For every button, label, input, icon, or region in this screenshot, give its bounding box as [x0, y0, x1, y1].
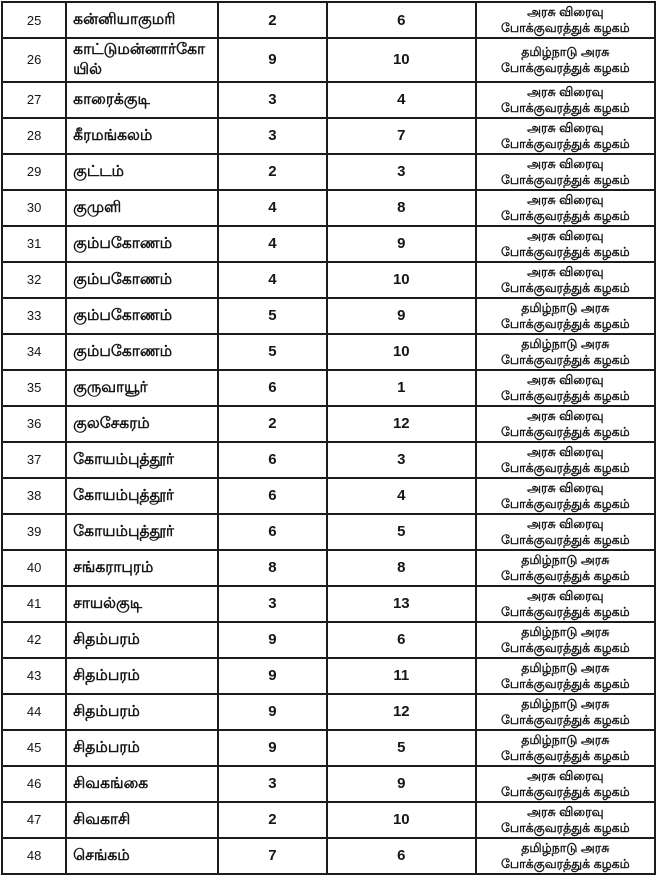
organization-cell	[476, 730, 655, 766]
value-1-cell: 3	[218, 82, 327, 118]
organization-name-line1: அரசு விரைவு	[527, 84, 604, 99]
value-1-cell: 9	[218, 658, 327, 694]
organization-name-line2: போக்குவரத்துக் கழகம்	[500, 820, 630, 835]
value-2-cell: 8	[327, 550, 476, 586]
value-1-cell: 3	[218, 118, 327, 154]
value-2-cell: 9	[327, 298, 476, 334]
serial-number-cell: 37	[2, 442, 66, 478]
value-2-cell: 5	[327, 514, 476, 550]
organization-name-line1: அரசு விரைவு	[527, 228, 604, 243]
value-1-cell: 5	[218, 298, 327, 334]
value-1-cell: 4	[218, 190, 327, 226]
organization-name-line2: போக்குவரத்துக் கழகம்	[500, 136, 630, 151]
value-2-cell: 6	[327, 838, 476, 874]
table-row	[2, 838, 655, 874]
table-row	[2, 118, 655, 154]
organization-name-line2: போக்குவரத்துக் கழகம்	[500, 100, 630, 115]
organization-cell	[476, 694, 655, 730]
organization-name-line1: தமிழ்நாடு அரசு	[521, 660, 610, 675]
value-1-cell: 7	[218, 838, 327, 874]
organization-cell	[476, 370, 655, 406]
place-name-cell: கும்பகோணம்	[66, 226, 218, 262]
organization-cell	[476, 334, 655, 370]
value-1-cell: 9	[218, 38, 327, 82]
organization-name-line1: தமிழ்நாடு அரசு	[521, 696, 610, 711]
organization-name-line1: தமிழ்நாடு அரசு	[521, 732, 610, 747]
value-2-cell: 12	[327, 406, 476, 442]
organization-cell	[476, 118, 655, 154]
serial-number-cell: 46	[2, 766, 66, 802]
organization-name-line1: அரசு விரைவு	[527, 120, 604, 135]
organization-cell	[476, 766, 655, 802]
organization-cell	[476, 514, 655, 550]
place-name-cell: கீரமங்கலம்	[66, 118, 218, 154]
place-name-cell: கும்பகோணம்	[66, 334, 218, 370]
organization-name-line2: போக்குவரத்துக் கழகம்	[500, 316, 630, 331]
organization-name-line2: போக்குவரத்துக் கழகம்	[500, 424, 630, 439]
value-2-cell: 10	[327, 802, 476, 838]
organization-cell	[476, 622, 655, 658]
table-row	[2, 226, 655, 262]
organization-name-line2: போக்குவரத்துக் கழகம்	[500, 388, 630, 403]
organization-name-line1: அரசு விரைவு	[527, 5, 604, 19]
organization-name-line2: போக்குவரத்துக் கழகம்	[500, 172, 630, 187]
table-row	[2, 550, 655, 586]
place-name-cell: குலசேகரம்	[66, 406, 218, 442]
table-row	[2, 658, 655, 694]
organization-name-line1: தமிழ்நாடு அரசு	[521, 300, 610, 315]
value-2-cell: 13	[327, 586, 476, 622]
organization-name-line2: போக்குவரத்துக் கழகம்	[500, 856, 630, 871]
organization-cell	[476, 658, 655, 694]
serial-number-cell: 27	[2, 82, 66, 118]
table-row	[2, 298, 655, 334]
value-2-cell: 12	[327, 694, 476, 730]
organization-name-line1: அரசு விரைவு	[527, 444, 604, 459]
value-2-cell: 5	[327, 730, 476, 766]
place-name-cell: செங்கம்	[66, 838, 218, 874]
organization-cell	[476, 190, 655, 226]
value-1-cell: 3	[218, 766, 327, 802]
place-name-cell: குருவாயூர்	[66, 370, 218, 406]
place-name-cell: சங்கராபுரம்	[66, 550, 218, 586]
organization-name-line1: தமிழ்நாடு அரசு	[521, 624, 610, 639]
value-1-cell: 6	[218, 514, 327, 550]
value-2-cell: 4	[327, 478, 476, 514]
table-row	[2, 154, 655, 190]
organization-name-line2: போக்குவரத்துக் கழகம்	[500, 352, 630, 367]
value-2-cell: 11	[327, 658, 476, 694]
value-2-cell: 6	[327, 622, 476, 658]
place-name-cell: கோயம்புத்தூர்	[66, 478, 218, 514]
place-name-cell: சிவகாசி	[66, 802, 218, 838]
place-name-cell: சிவகங்கை	[66, 766, 218, 802]
table-row	[2, 586, 655, 622]
organization-name-line2: போக்குவரத்துக் கழகம்	[500, 280, 630, 295]
organization-cell	[476, 550, 655, 586]
organization-name-line1: தமிழ்நாடு அரசு	[521, 336, 610, 351]
organization-name-line2: போக்குவரத்துக் கழகம்	[500, 496, 630, 511]
value-2-cell: 3	[327, 154, 476, 190]
serial-number-cell: 26	[2, 38, 66, 82]
organization-cell	[476, 38, 655, 82]
value-1-cell: 8	[218, 550, 327, 586]
organization-name-line2: போக்குவரத்துக் கழகம்	[500, 712, 630, 727]
table-row	[2, 262, 655, 298]
serial-number-cell: 42	[2, 622, 66, 658]
table-row	[2, 694, 655, 730]
serial-number-cell: 45	[2, 730, 66, 766]
serial-number-cell: 35	[2, 370, 66, 406]
organization-name-line1: அரசு விரைவு	[527, 156, 604, 171]
organization-cell	[476, 802, 655, 838]
value-2-cell: 3	[327, 442, 476, 478]
place-name-cell: குமுளி	[66, 190, 218, 226]
organization-name-line1: அரசு விரைவு	[527, 480, 604, 495]
value-2-cell: 10	[327, 38, 476, 82]
organization-name-line1: அரசு விரைவு	[527, 264, 604, 279]
serial-number-cell: 33	[2, 298, 66, 334]
organization-name-line1: தமிழ்நாடு அரசு	[521, 44, 610, 59]
value-2-cell: 1	[327, 370, 476, 406]
value-1-cell: 2	[218, 2, 327, 38]
table-row	[2, 802, 655, 838]
organization-name-line2: போக்குவரத்துக் கழகம்	[500, 640, 630, 655]
serial-number-cell: 39	[2, 514, 66, 550]
value-2-cell: 7	[327, 118, 476, 154]
organization-cell	[476, 154, 655, 190]
value-1-cell: 6	[218, 442, 327, 478]
organization-name-line2: போக்குவரத்துக் கழகம்	[500, 208, 630, 223]
table-row	[2, 370, 655, 406]
place-name-cell: காட்டுமன்னார்கோயில்	[66, 38, 218, 82]
table-row	[2, 622, 655, 658]
value-1-cell: 9	[218, 622, 327, 658]
serial-number-cell: 41	[2, 586, 66, 622]
place-name-cell: கும்பகோணம்	[66, 262, 218, 298]
table-row	[2, 82, 655, 118]
value-2-cell: 4	[327, 82, 476, 118]
organization-name-line1: தமிழ்நாடு அரசு	[521, 552, 610, 567]
organization-name-line1: அரசு விரைவு	[527, 588, 604, 603]
serial-number-cell: 40	[2, 550, 66, 586]
table-row	[2, 2, 655, 38]
value-1-cell: 2	[218, 802, 327, 838]
transport-corporation-table	[1, 1, 656, 875]
serial-number-cell: 25	[2, 2, 66, 38]
value-1-cell: 6	[218, 370, 327, 406]
organization-cell	[476, 586, 655, 622]
value-2-cell: 9	[327, 766, 476, 802]
value-1-cell: 4	[218, 226, 327, 262]
value-2-cell: 6	[327, 2, 476, 38]
place-name-cell: கோயம்புத்தூர்	[66, 442, 218, 478]
place-name-cell: குட்டம்	[66, 154, 218, 190]
organization-cell	[476, 442, 655, 478]
organization-cell	[476, 226, 655, 262]
place-name-cell: கும்பகோணம்	[66, 298, 218, 334]
organization-name-line2: போக்குவரத்துக் கழகம்	[500, 244, 630, 259]
table-row	[2, 478, 655, 514]
organization-name-line2: போக்குவரத்துக் கழகம்	[500, 676, 630, 691]
serial-number-cell: 36	[2, 406, 66, 442]
table-row	[2, 766, 655, 802]
place-name-cell: சிதம்பரம்	[66, 622, 218, 658]
serial-number-cell: 30	[2, 190, 66, 226]
value-1-cell: 9	[218, 730, 327, 766]
value-1-cell: 4	[218, 262, 327, 298]
table-row	[2, 730, 655, 766]
organization-name-line1: அரசு விரைவு	[527, 192, 604, 207]
table-row	[2, 514, 655, 550]
table-row	[2, 334, 655, 370]
value-2-cell: 8	[327, 190, 476, 226]
organization-name-line2: போக்குவரத்துக் கழகம்	[500, 784, 630, 799]
value-2-cell: 10	[327, 262, 476, 298]
organization-name-line2: போக்குவரத்துக் கழகம்	[500, 604, 630, 619]
organization-name-line2: போக்குவரத்துக் கழகம்	[500, 568, 630, 583]
serial-number-cell: 28	[2, 118, 66, 154]
value-1-cell: 5	[218, 334, 327, 370]
organization-cell	[476, 406, 655, 442]
serial-number-cell: 48	[2, 838, 66, 874]
serial-number-cell: 38	[2, 478, 66, 514]
organization-cell	[476, 262, 655, 298]
serial-number-cell: 34	[2, 334, 66, 370]
value-2-cell: 10	[327, 334, 476, 370]
organization-cell	[476, 82, 655, 118]
place-name-cell: சிதம்பரம்	[66, 730, 218, 766]
value-1-cell: 2	[218, 154, 327, 190]
organization-name-line1: அரசு விரைவு	[527, 516, 604, 531]
organization-name-line2: போக்குவரத்துக் கழகம்	[500, 748, 630, 763]
place-name-cell: சிதம்பரம்	[66, 658, 218, 694]
table-row	[2, 406, 655, 442]
table-body	[2, 2, 655, 874]
organization-name-line2: போக்குவரத்துக் கழகம்	[500, 21, 630, 35]
place-name-cell: சிதம்பரம்	[66, 694, 218, 730]
serial-number-cell: 31	[2, 226, 66, 262]
value-2-cell: 9	[327, 226, 476, 262]
value-1-cell: 9	[218, 694, 327, 730]
organization-name-line2: போக்குவரத்துக் கழகம்	[500, 60, 630, 75]
serial-number-cell: 44	[2, 694, 66, 730]
organization-name-line1: தமிழ்நாடு அரசு	[521, 840, 610, 855]
value-1-cell: 2	[218, 406, 327, 442]
place-name-cell: கன்னியாகுமரி	[66, 2, 218, 38]
organization-cell	[476, 838, 655, 874]
serial-number-cell: 32	[2, 262, 66, 298]
serial-number-cell: 43	[2, 658, 66, 694]
place-name-cell: காரைக்குடி	[66, 82, 218, 118]
organization-cell	[476, 298, 655, 334]
table-row	[2, 190, 655, 226]
organization-name-line2: போக்குவரத்துக் கழகம்	[500, 532, 630, 547]
serial-number-cell: 29	[2, 154, 66, 190]
organization-cell	[476, 478, 655, 514]
organization-name-line1: அரசு விரைவு	[527, 372, 604, 387]
organization-name-line1: அரசு விரைவு	[527, 768, 604, 783]
place-name-cell: கோயம்புத்தூர்	[66, 514, 218, 550]
organization-name-line1: அரசு விரைவு	[527, 408, 604, 423]
serial-number-cell: 47	[2, 802, 66, 838]
place-name-cell: சாயல்குடி	[66, 586, 218, 622]
organization-name-line1: அரசு விரைவு	[527, 804, 604, 819]
table-row	[2, 442, 655, 478]
organization-name-line2: போக்குவரத்துக் கழகம்	[500, 460, 630, 475]
organization-cell	[476, 2, 655, 38]
value-1-cell: 3	[218, 586, 327, 622]
value-1-cell: 6	[218, 478, 327, 514]
table-row	[2, 38, 655, 82]
